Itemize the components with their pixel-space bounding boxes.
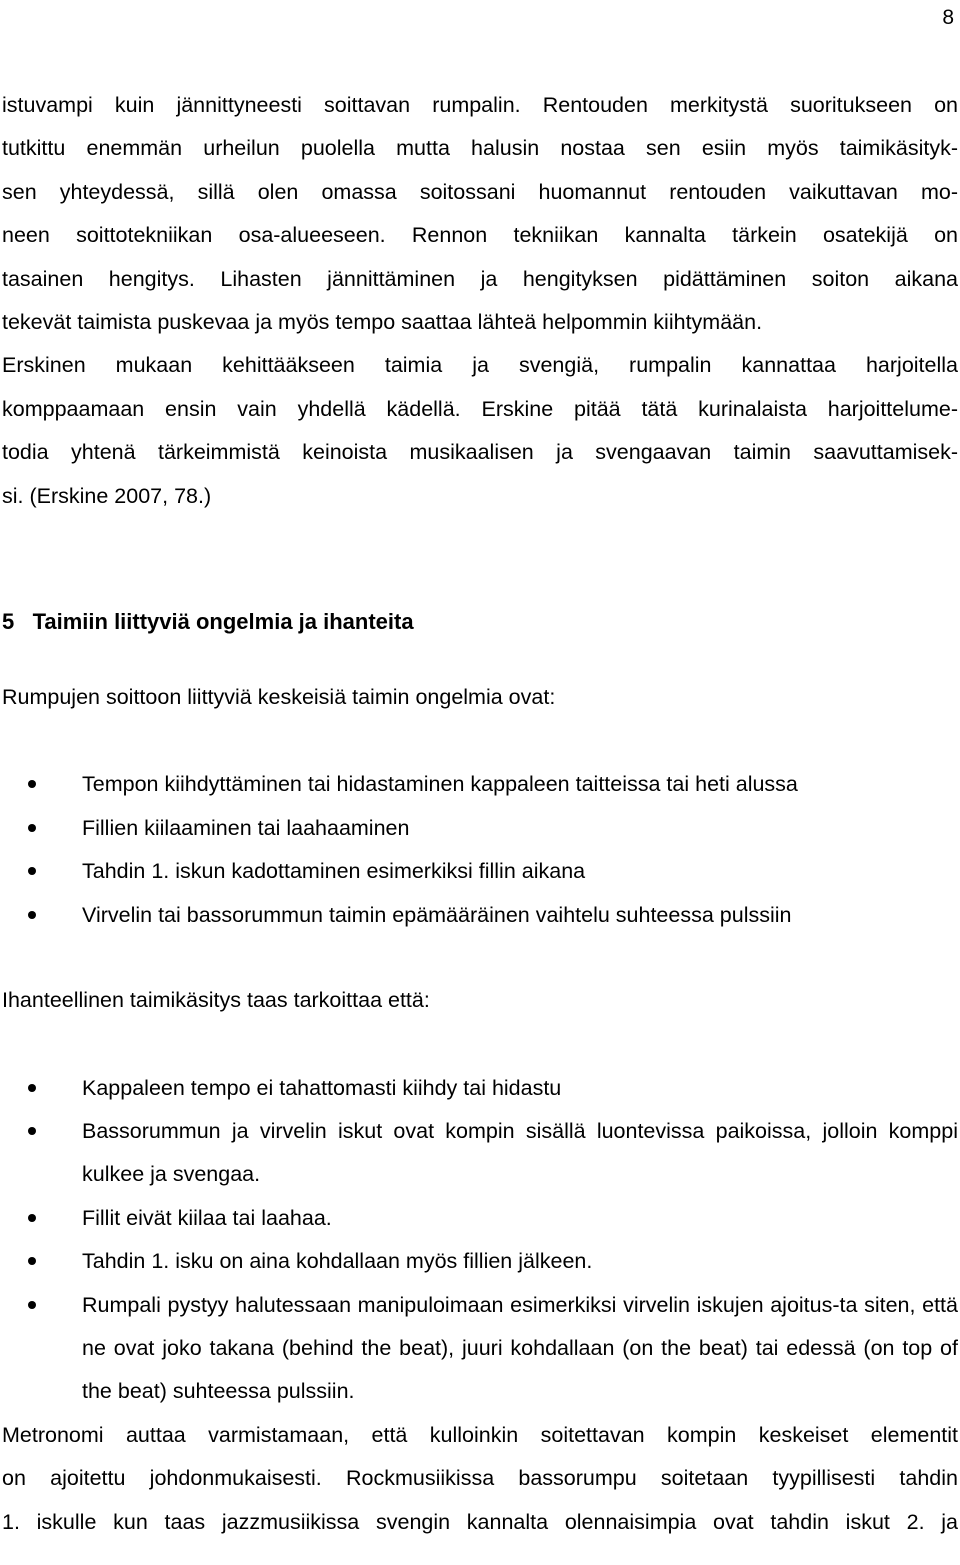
bullet-icon (28, 1084, 36, 1092)
list-item: Virvelin tai bassorummun taimin epämääräinen vaihtelu suhteessa pulssiin (2, 894, 958, 937)
list-item: Tempon kiihdyttäminen tai hidastaminen kappaleen taitteissa tai heti alussa (2, 763, 958, 806)
section-heading: 5 Taimiin liittyviä ongelmia ja ihanteita (2, 609, 414, 635)
list-item: Kappaleen tempo ei tahattomasti kiihdy tai hidastu (2, 1067, 958, 1110)
paragraph-line: tekevät taimista puskevaa ja myös tempo saattaa lähteä helpommin kiihtymään. (2, 310, 763, 335)
bullet-icon (28, 911, 36, 919)
bullet-icon (28, 867, 36, 875)
problems-list (2, 763, 958, 937)
ideals-intro: Ihanteellinen taimikäsitys taas tarkoittaa että: (2, 988, 430, 1013)
bullet-icon (28, 1301, 36, 1309)
list-item: Bassorummun ja virvelin iskut ovat kompin sisällä luontevissa paikoissa, jolloin komppi kulkee ja svengaa. (2, 1110, 958, 1197)
paragraph-line: Metronomi auttaa varmistamaan, että kulloinkin soitettavan kompin keskeiset elementit (2, 1422, 958, 1447)
paragraph-line: si. (Erskine 2007, 78.) (2, 483, 212, 508)
paragraph-line: tutkittu enemmän urheilun puolella mutta halusin nostaa sen esiin myös taimikäsityk- (2, 136, 958, 161)
paragraph-line: Erskinen mukaan kehittääkseen taimia ja svengiä, rumpalin kannattaa harjoitella (2, 353, 958, 378)
list-item: Tahdin 1. iskun kadottaminen esimerkiksi fillin aikana (2, 850, 958, 893)
bullet-icon (28, 780, 36, 788)
list-item: Fillit eivät kiilaa tai laahaa. (2, 1197, 958, 1240)
paragraph-line: todia yhtenä tärkeimmistä keinoista musikaalisen ja svengaavan taimin saavuttamisek- (2, 440, 958, 465)
paragraph-line: komppaamaan ensin vain yhdellä kädellä. Erskine pitää tätä kurinalaista harjoittelume- (2, 396, 958, 421)
bullet-icon (28, 824, 36, 832)
page-number: 8 (942, 6, 954, 29)
paragraph-metronome (2, 1414, 958, 1544)
paragraph-line: on ajoitettu johdonmukaisesti. Rockmusiikissa bassorumpu soitetaan tyypillisesti tahdin (2, 1466, 958, 1491)
bullet-icon (28, 1257, 36, 1265)
ideals-list (2, 1067, 958, 1414)
bullet-icon (28, 1127, 36, 1135)
paragraph-line: tasainen hengitys. Lihasten jännittäminen ja hengityksen pidättäminen soiton aikana (2, 266, 958, 291)
list-item: Rumpali pystyy halutessaan manipuloimaan esimerkiksi virvelin iskujen ajoitus-ta siten, että ne ovat joko takana (behind the beat), juuri kohdallaan (on the beat) tai edessä (on top of the beat) suhteessa pulssiin. (2, 1284, 958, 1414)
bullet-icon (28, 1214, 36, 1222)
paragraph-line: neen soittotekniikan osa-alueeseen. Rennon tekniikan kannalta tärkein osatekijä on (2, 223, 958, 248)
paragraph-line: sen yhteydessä, sillä olen omassa soitossani huomannut rentouden vaikuttavan mo- (2, 179, 958, 204)
list-item: Tahdin 1. isku on aina kohdallaan myös fillien jälkeen. (2, 1240, 958, 1283)
paragraph-relaxation (2, 84, 958, 518)
list-item: Fillien kiilaaminen tai laahaaminen (2, 807, 958, 850)
paragraph-line: istuvampi kuin jännittyneesti soittavan rumpalin. Rentouden merkitystä suoritukseen on (2, 93, 958, 117)
problems-intro: Rumpujen soittoon liittyviä keskeisiä taimin ongelmia ovat: (2, 685, 556, 710)
document-body (2, 84, 958, 1544)
paragraph-line: 1. iskulle kun taas jazzmusiikissa svengin kannalta olennaisimpia ovat tahdin iskut 2. ja (2, 1509, 958, 1534)
